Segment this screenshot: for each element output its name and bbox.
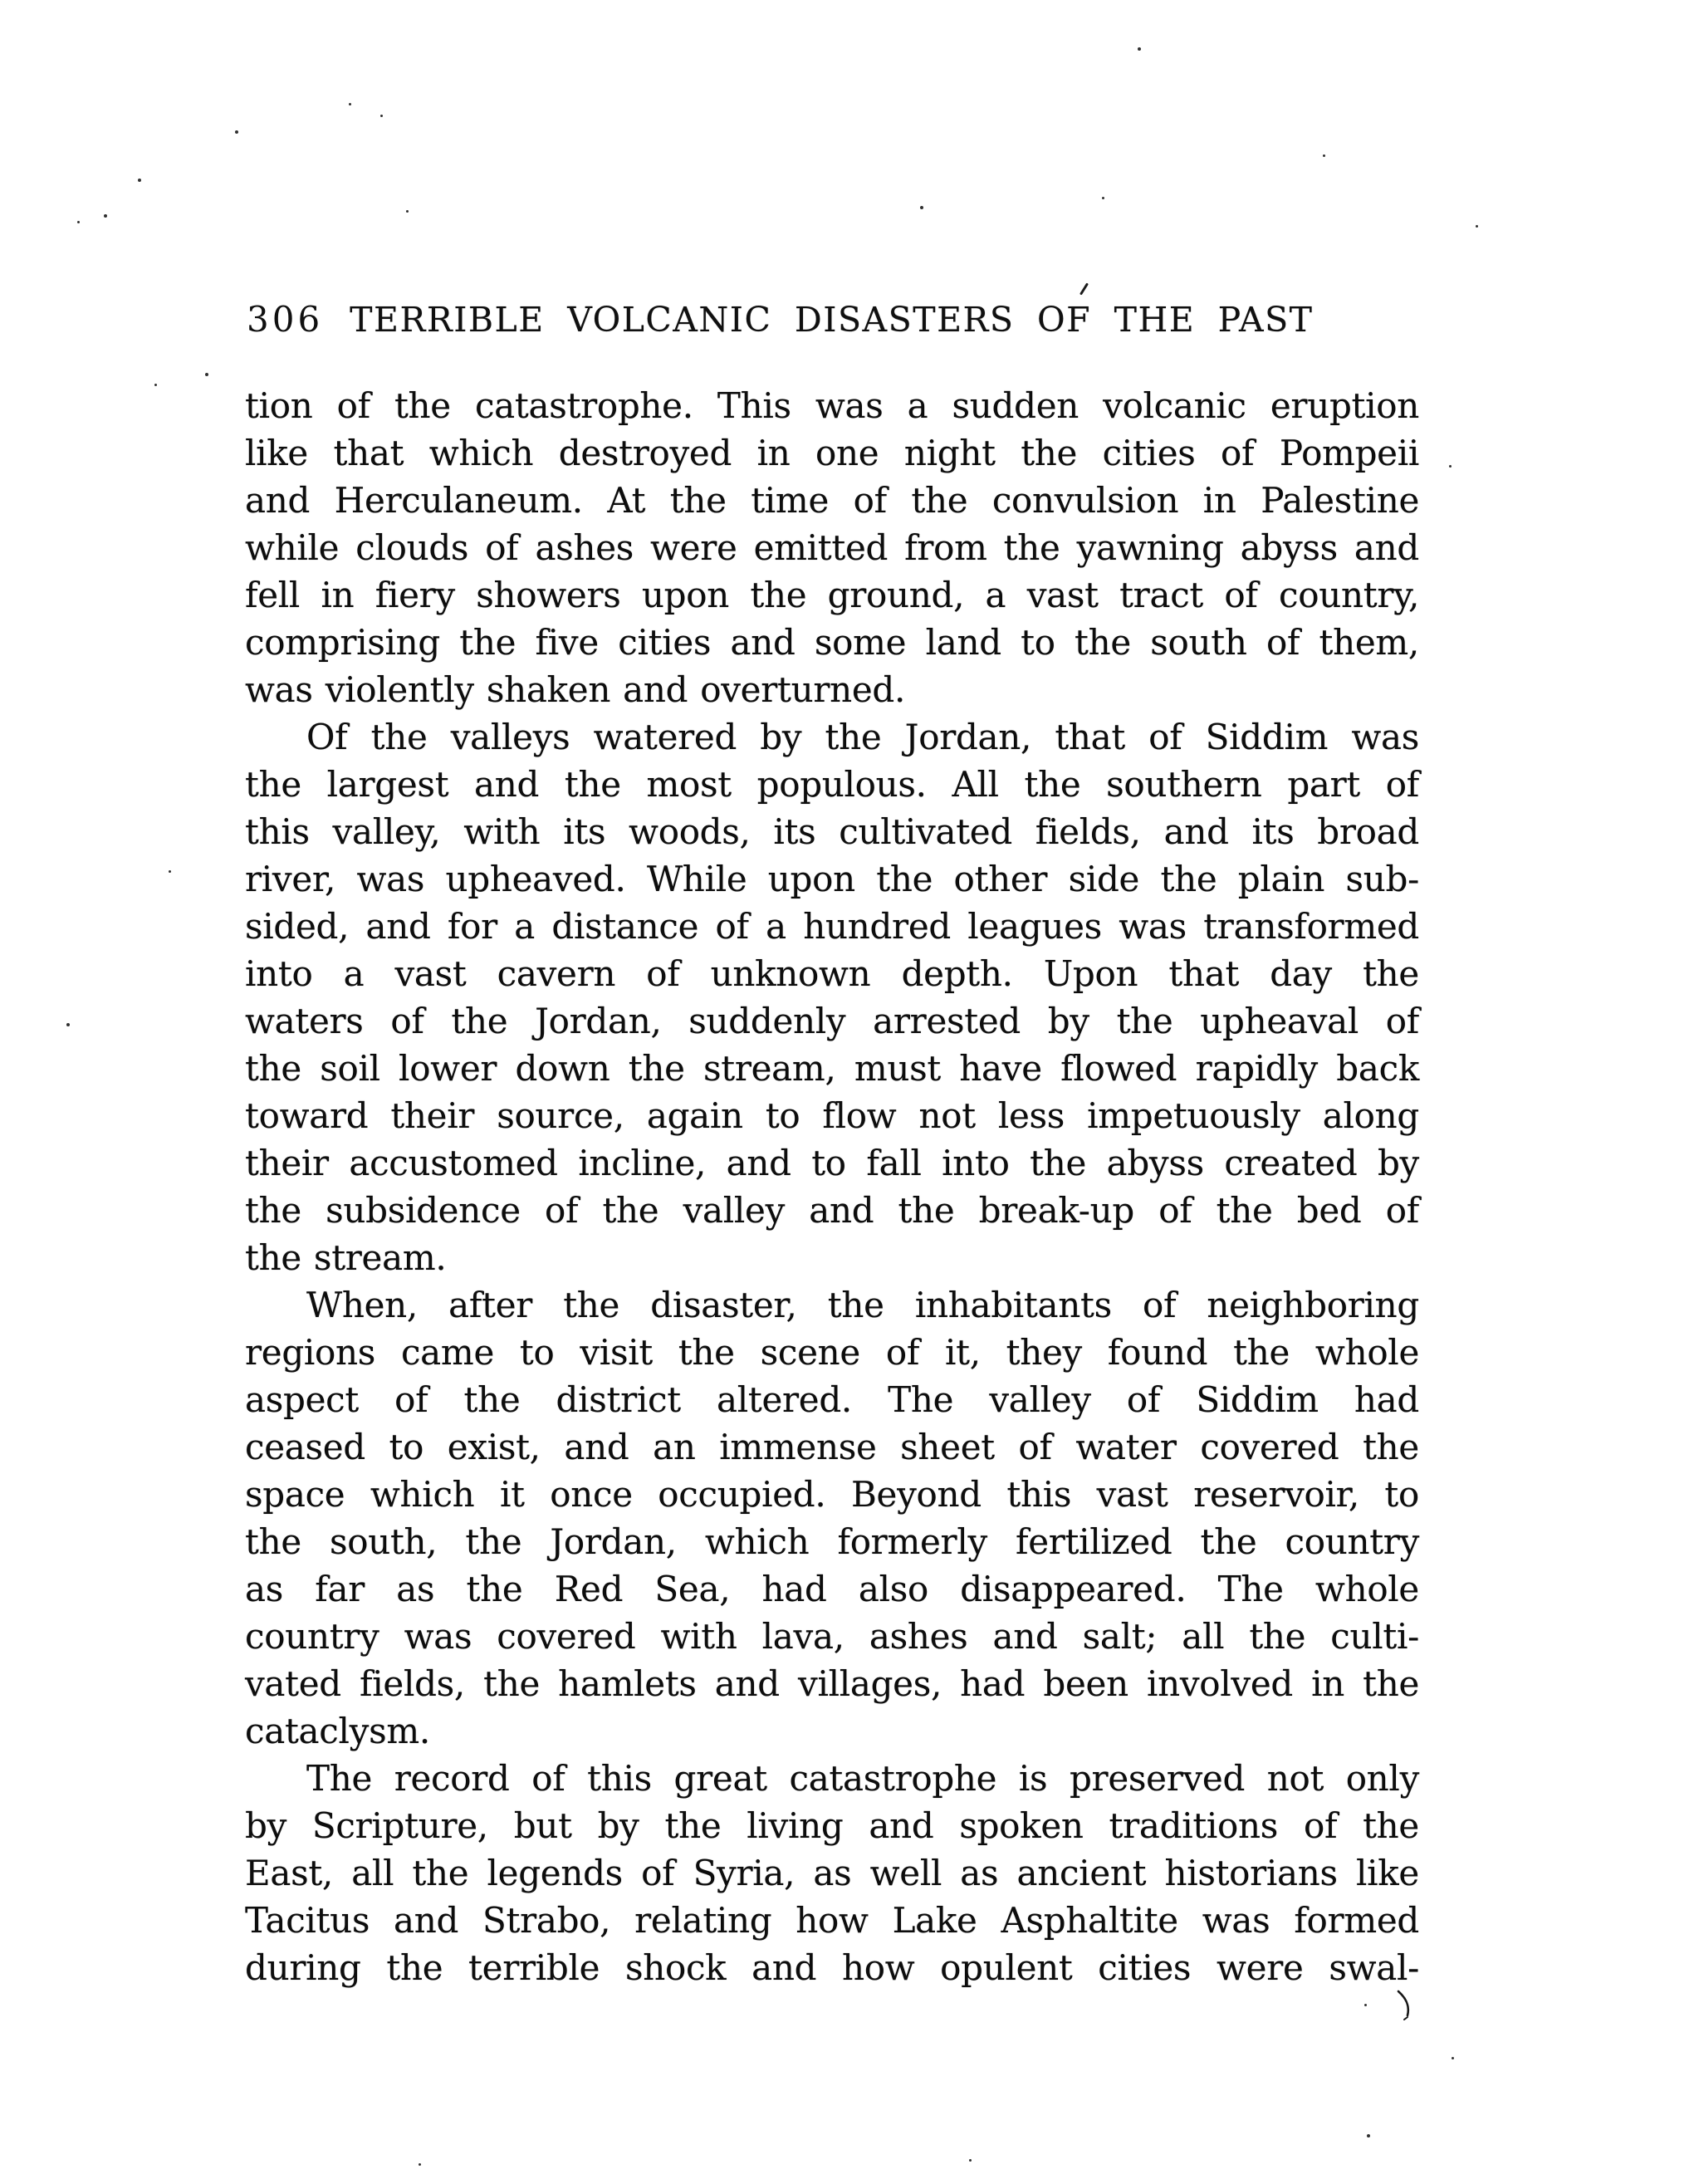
text-line: The record of this great catastrophe is preserved not only bbox=[306, 1758, 1419, 1799]
text-block bbox=[245, 382, 1419, 1991]
text-line: the largest and the most populous. All the southern part of bbox=[245, 764, 1419, 805]
page-number: 306 bbox=[247, 299, 324, 340]
text-line: tion of the catastrophe. This was a sudden volcanic eruption bbox=[245, 385, 1419, 426]
text-line: waters of the Jordan, suddenly arrested by the upheaval of bbox=[245, 1001, 1419, 1041]
text-line: Of the valleys watered by the Jordan, that of Siddim was bbox=[306, 717, 1419, 757]
text-line: toward their source, again to flow not less impetuously along bbox=[245, 1095, 1419, 1136]
scan-speck bbox=[66, 1023, 70, 1026]
text-line: river, was upheaved. While upon the other side the plain sub- bbox=[245, 859, 1419, 899]
scan-speck bbox=[1323, 154, 1325, 157]
scan-speck bbox=[406, 210, 409, 213]
text-line: vated fields, the hamlets and villages, had been involved in the bbox=[245, 1663, 1419, 1704]
scan-speck bbox=[1452, 2057, 1454, 2059]
text-line: while clouds of ashes were emitted from the yawning abyss and bbox=[245, 527, 1419, 568]
text-line: their accustomed incline, and to fall into the abyss created by bbox=[245, 1143, 1419, 1183]
scan-speck bbox=[1449, 465, 1452, 468]
scan-speck bbox=[77, 221, 80, 223]
text-line: the soil lower down the stream, must have flowed rapidly back bbox=[245, 1048, 1419, 1089]
scan-speck bbox=[920, 206, 923, 209]
text-line: was violently shaken and overturned. bbox=[245, 669, 906, 710]
scan-speck bbox=[1367, 2134, 1370, 2137]
text-line: sided, and for a distance of a hundred leagues was transformed bbox=[245, 906, 1419, 947]
text-line: When, after the disaster, the inhabitants of neighboring bbox=[306, 1285, 1419, 1325]
text-line: ceased to exist, and an immense sheet of water covered the bbox=[245, 1427, 1419, 1467]
scan-speck bbox=[169, 870, 171, 873]
scan-speck bbox=[380, 115, 383, 117]
text-line: space which it once occupied. Beyond this vast reservoir, to bbox=[245, 1474, 1419, 1515]
text-line: the subsidence of the valley and the break-up of the bed of bbox=[245, 1190, 1419, 1231]
text-line: the south, the Jordan, which formerly fertilized the country bbox=[245, 1521, 1419, 1562]
text-line: like that which destroyed in one night the cities of Pompeii bbox=[245, 433, 1419, 473]
scan-speck bbox=[349, 103, 351, 105]
scan-speck bbox=[104, 214, 107, 218]
text-line: Tacitus and Strabo, relating how Lake Asphaltite was formed bbox=[245, 1900, 1419, 1941]
text-line: aspect of the district altered. The valley of Siddim had bbox=[245, 1379, 1419, 1420]
text-line: East, all the legends of Syria, as well as ancient historians like bbox=[245, 1853, 1419, 1893]
text-line: during the terrible shock and how opulent cities were swal- bbox=[245, 1947, 1419, 1988]
scan-speck bbox=[1476, 225, 1478, 228]
scan-speck bbox=[1102, 197, 1104, 199]
scan-speck bbox=[1138, 47, 1141, 51]
page-header bbox=[247, 299, 1314, 340]
text-line: this valley, with its woods, its cultivated fields, and its broad bbox=[245, 811, 1419, 852]
stray-tick-mark bbox=[1079, 282, 1089, 295]
scan-speck bbox=[205, 373, 208, 376]
text-line: regions came to visit the scene of it, they found the whole bbox=[245, 1332, 1419, 1373]
scan-speck bbox=[235, 130, 238, 134]
text-line: and Herculaneum. At the time of the convulsion in Palestine bbox=[245, 480, 1419, 521]
scan-speck bbox=[1364, 2004, 1367, 2006]
page-curl-mark bbox=[1396, 1990, 1419, 2025]
text-line: the stream. bbox=[245, 1237, 447, 1278]
scan-speck bbox=[154, 384, 157, 386]
page-title: TERRIBLE VOLCANIC DISASTERS OF THE PAST bbox=[350, 300, 1314, 340]
text-line: into a vast cavern of unknown depth. Upon that day the bbox=[245, 953, 1419, 994]
text-line: country was covered with lava, ashes and salt; all the culti- bbox=[245, 1616, 1419, 1657]
scan-speck bbox=[419, 2163, 421, 2166]
scan-speck bbox=[138, 179, 141, 182]
text-line: cataclysm. bbox=[245, 1711, 430, 1751]
text-line: fell in fiery showers upon the ground, a vast tract of country, bbox=[245, 575, 1419, 615]
text-line: comprising the five cities and some land to the south of them, bbox=[245, 622, 1419, 663]
text-line: by Scripture, but by the living and spoken traditions of the bbox=[245, 1805, 1419, 1846]
text-line: as far as the Red Sea, had also disappeared. The whole bbox=[245, 1569, 1419, 1609]
scan-speck bbox=[969, 2159, 972, 2162]
